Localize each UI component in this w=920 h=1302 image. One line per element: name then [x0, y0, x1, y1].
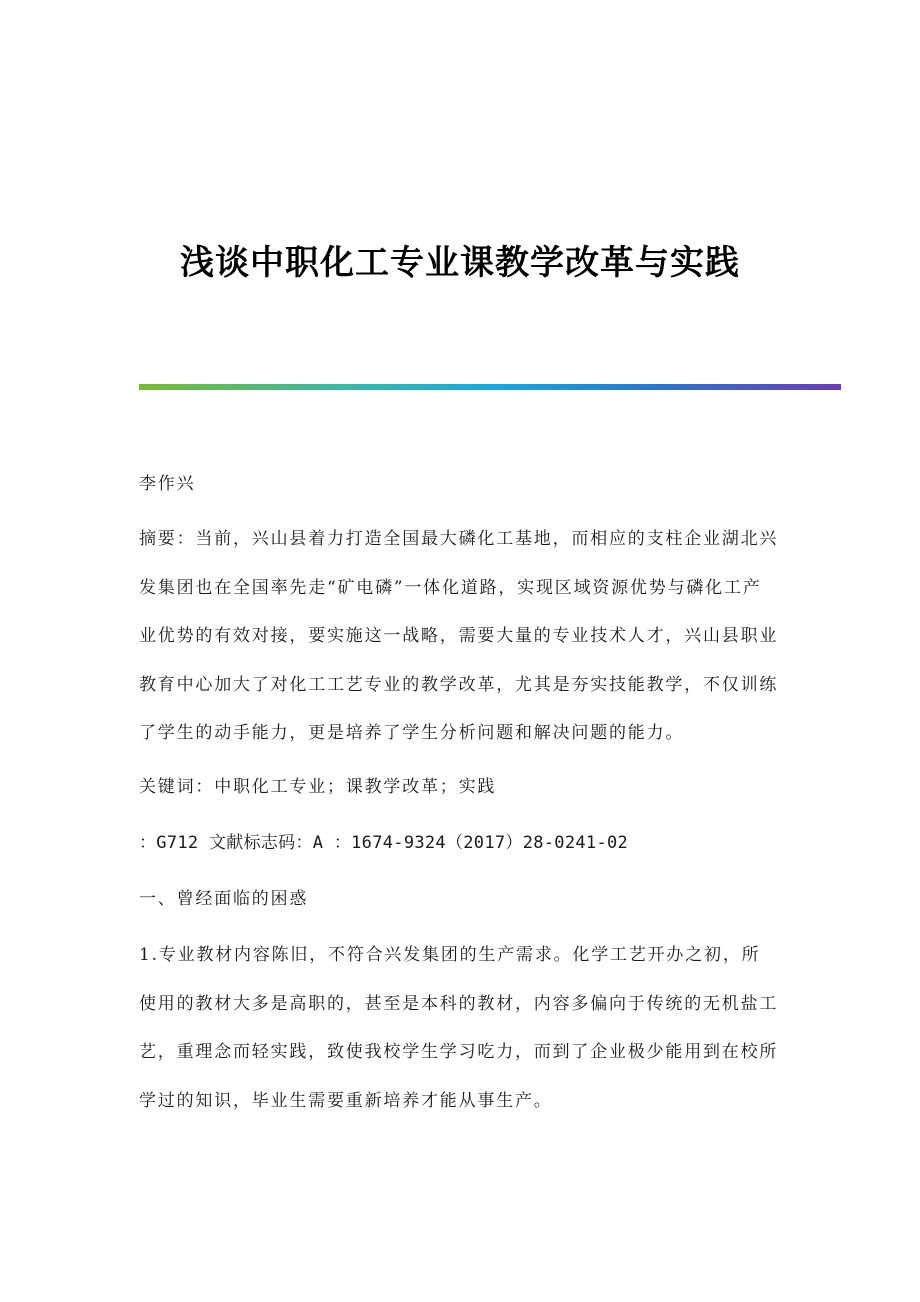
keywords-line: 关键词：中职化工专业；课教学改革；实践: [139, 777, 497, 797]
abstract-paragraph: 摘要：当前，兴山县着力打造全国最大磷化工基地，而相应的支柱企业湖北兴发集团也在全国率先走“矿电磷”一体化道路，实现区域资源优势与磷化工产业优势的有效对接，要实施这一战略，需要大量的专业技术人才，兴山县职业教育中心加大了对化工工艺专业的教学改革，尤其是夯实技能教学，不仅训练了学生的动手能力，更是培养了学生分析问题和解决问题的能力。: [139, 529, 779, 743]
title-divider: [139, 384, 841, 390]
section-heading: 一、曾经面临的困惑: [139, 889, 309, 909]
classification-line: ：G712 文献标志码：A ：1674-9324（2017）28-0241-02: [139, 833, 629, 853]
author-name: 李作兴: [139, 474, 196, 494]
body-paragraph: 1.专业教材内容陈旧，不符合兴发集团的生产需求。化学工艺开办之初，所使用的教材大多是高职的，甚至是本科的教材，内容多偏向于传统的无机盐工艺，重理念而轻实践，致使我校学生学习吃力，而到了企业极少能用到在校所学过的知识，毕业生需要重新培养才能从事生产。: [139, 945, 779, 1111]
document-title: 浅谈中职化工专业课教学改革与实践: [180, 242, 740, 283]
